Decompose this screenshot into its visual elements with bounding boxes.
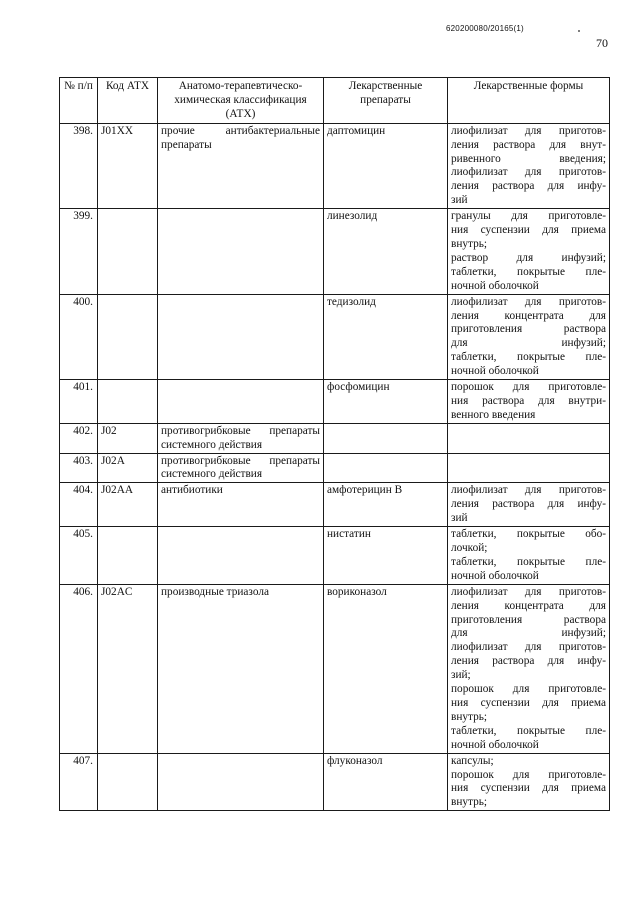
cell-num: 404. [60, 483, 98, 527]
form-line: лиофилизат для приготов- [451, 166, 606, 179]
form-line: ночной оболочкой [451, 365, 539, 378]
cell-code: J02AA [98, 483, 158, 527]
cell-code: J02 [98, 423, 158, 453]
cell-forms [448, 209, 610, 294]
cell-num: 401. [60, 380, 98, 424]
form-line: капсулы; [451, 754, 494, 767]
form-line: для инфузий; [451, 627, 606, 640]
form-line: ночной оболочкой [451, 569, 539, 582]
table-row [60, 209, 610, 294]
form-line: порошок для приготовле- [451, 683, 606, 696]
cell-forms [448, 527, 610, 585]
cell-drug: даптомицин [324, 123, 448, 208]
form-line: таблетки, покрытые пле- [451, 555, 606, 568]
form-line: лиофилизат для приготов- [451, 585, 606, 598]
form-line: гранулы для приготовле- [451, 210, 606, 223]
cell-code: J01XX [98, 123, 158, 208]
cell-forms [448, 294, 610, 379]
cell-classification: противогрибковые препараты системного действия [158, 453, 324, 483]
form-line: таблетки, покрытые пле- [451, 351, 606, 364]
form-line: порошок для приготовле- [451, 768, 606, 781]
header-code: Код АТХ [98, 78, 158, 124]
cell-forms [448, 453, 610, 483]
cell-drug: фосфомицин [324, 380, 448, 424]
cell-code [98, 294, 158, 379]
table-body [60, 123, 610, 811]
cell-classification [158, 527, 324, 585]
form-line: раствор для инфузий; [451, 251, 606, 264]
form-line: зий [451, 194, 468, 207]
cell-forms [448, 423, 610, 453]
header-row [60, 78, 610, 124]
table-row [60, 584, 610, 753]
cell-forms [448, 123, 610, 208]
form-line: приготовления раствора [451, 613, 606, 626]
table-row [60, 380, 610, 424]
cell-drug: нистатин [324, 527, 448, 585]
cell-classification: антибиотики [158, 483, 324, 527]
cell-code: J02AC [98, 584, 158, 753]
cell-classification [158, 294, 324, 379]
form-line: ночной оболочкой [451, 279, 539, 292]
form-line: лочкой; [451, 542, 488, 554]
cell-classification: производные триазола [158, 584, 324, 753]
form-line: зий [451, 512, 468, 525]
table-row [60, 527, 610, 585]
cell-drug [324, 423, 448, 453]
cell-num: 398. [60, 123, 98, 208]
scan-dot [578, 30, 580, 32]
header-num: № п/п [60, 78, 98, 124]
cell-num: 407. [60, 753, 98, 811]
form-line: ния раствора для внутри- [451, 394, 606, 407]
cell-classification [158, 380, 324, 424]
form-line: лиофилизат для приготов- [451, 124, 606, 137]
cell-classification: прочие антибактериальные препараты [158, 123, 324, 208]
form-line: внутрь; [451, 237, 488, 250]
form-line: ления раствора для инфу- [451, 180, 606, 193]
table-row [60, 123, 610, 208]
table-row [60, 423, 610, 453]
cell-code [98, 380, 158, 424]
form-line: для инфузий; [451, 337, 606, 350]
form-line: ночной оболочкой [451, 738, 539, 751]
cell-num: 405. [60, 527, 98, 585]
cell-drug: вориконазол [324, 584, 448, 753]
cell-num: 399. [60, 209, 98, 294]
header-classification: Анатомо-терапевтическо-химическая классификация (АТХ) [158, 78, 324, 124]
form-line: таблетки, покрытые пле- [451, 265, 606, 278]
cell-drug [324, 453, 448, 483]
cell-num: 406. [60, 584, 98, 753]
table-row [60, 753, 610, 811]
header-drugs: Лекарственные препараты [324, 78, 448, 124]
cell-code [98, 753, 158, 811]
form-line: ления концентрата для [451, 309, 606, 322]
cell-code [98, 527, 158, 585]
form-line: зий; [451, 669, 471, 682]
drug-table [59, 77, 610, 811]
form-line: ления концентрата для [451, 599, 606, 612]
form-line: лиофилизат для приготов- [451, 641, 606, 654]
form-line: лиофилизат для приготов- [451, 295, 606, 308]
form-line: внутрь; [451, 796, 488, 809]
cell-classification: противогрибковые препараты системного действия [158, 423, 324, 453]
form-line: таблетки, покрытые пле- [451, 724, 606, 737]
form-line: лиофилизат для приготов- [451, 484, 606, 497]
cell-classification [158, 209, 324, 294]
cell-drug: флуконазол [324, 753, 448, 811]
cell-drug: тедизолид [324, 294, 448, 379]
cell-forms [448, 753, 610, 811]
form-line: ления раствора для инфу- [451, 498, 606, 511]
header-forms: Лекарственные формы [448, 78, 610, 124]
form-line: ния суспензии для приема [451, 224, 606, 237]
cell-drug: амфотерицин В [324, 483, 448, 527]
form-line: венного введения [451, 408, 536, 421]
cell-drug: линезолид [324, 209, 448, 294]
cell-num: 403. [60, 453, 98, 483]
page-number: 70 [596, 36, 608, 50]
cell-forms [448, 483, 610, 527]
form-line: ния суспензии для приема [451, 696, 606, 709]
cell-code [98, 209, 158, 294]
form-line: порошок для приготовле- [451, 381, 606, 394]
cell-forms [448, 380, 610, 424]
cell-code: J02A [98, 453, 158, 483]
table-row [60, 294, 610, 379]
form-line: ния суспензии для приема [451, 782, 606, 795]
cell-num: 400. [60, 294, 98, 379]
table-row [60, 483, 610, 527]
document-id: 620200080/20165(1) [446, 24, 524, 33]
form-line: ления раствора для внут- [451, 138, 606, 151]
form-line: приготовления раствора [451, 323, 606, 336]
form-line: внутрь; [451, 710, 488, 723]
cell-num: 402. [60, 423, 98, 453]
cell-forms [448, 584, 610, 753]
cell-classification [158, 753, 324, 811]
form-line: таблетки, покрытые обо- [451, 528, 606, 541]
form-line: ления раствора для инфу- [451, 655, 606, 668]
form-line: ривенного введения; [451, 152, 606, 165]
table-row [60, 453, 610, 483]
